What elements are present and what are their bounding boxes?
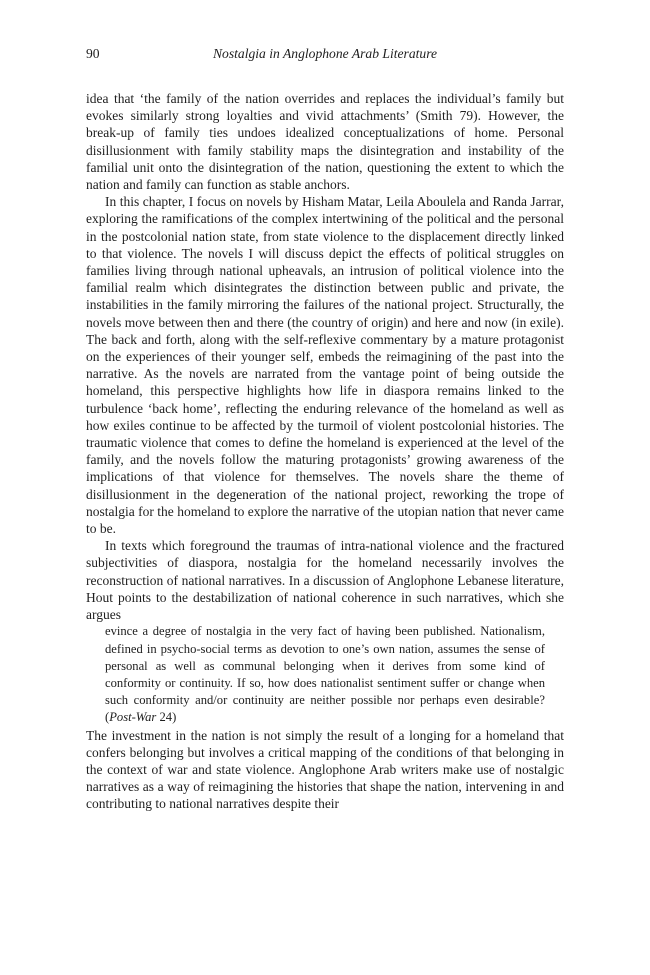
paragraph-2: In this chapter, I focus on novels by Hisham Matar, Leila Aboulela and Randa Jarrar, exploring the ramifications of the complex intertwining of the political and the personal in the postcolonial nation state, from state violence to the displacement directly linked to that violence. The novels I will discuss depict the effects of political struggles on families living through national upheavals, an intrusion of political violence into the familial realm which disintegrates the distinction between public and private, the instabilities in the family mirroring the failures of the national project. Structurally, the novels move between then and there (the country of origin) and here and now (in exile). The back and forth, along with the self-reflexive commentary by a mature protagonist on the experiences of their younger self, embeds the reimagining of the past into the narrative. As the novels are narrated from the vantage point of being outside the homeland, this perspective highlights how life in diaspora remains linked to the turbulence ‘back home’, reflecting the enduring relevance of the homeland as well as how exiles continue to be affected by the turmoil of violent postcolonial histories. The traumatic violence that comes to define the homeland is experienced at the level of the family, and the novels follow the maturing protagonists’ growing awareness of the implications of that violence for themselves. The novels share the theme of disillusionment in the degeneration of the national project, reworking the trope of nostalgia for the homeland to explore the narrative of the utopian nation that never came to be. — [86, 194, 564, 537]
quote-citation-title: Post-War — [109, 710, 157, 725]
paragraph-3: In texts which foreground the traumas of intra-national violence and the fractured subjectivities of diaspora, nostalgia for the homeland necessarily involves the reconstruction of national narratives. In a discussion of Anglophone Lebanese literature, Hout points to the destabilization of national coherence in such narratives, which she argues — [86, 538, 564, 623]
quote-citation-page: 24) — [156, 710, 177, 725]
page-number: 90 — [86, 46, 100, 61]
paragraph-4: The investment in the nation is not simply the result of a longing for a homeland that confers belonging but involves a critical mapping of the conditions of that belonging in the context of war and state violence. Anglophone Arab writers make use of nostalgic narratives as a way of reimagining the histories that shape the nation, intervening in and contributing to national narratives despite their — [86, 727, 564, 812]
paragraph-1: idea that ‘the family of the nation overrides and replaces the individual’s family but evokes similarly strong loyalties and vivid attachments’ (Smith 79). However, the break-up of family ties undoes idealized conceptualizations of home. Personal disillusionment with family stability maps the disintegration and instability of the familial unit onto the disintegration of the nation, questioning the extent to which the nation and family can function as stable anchors. — [86, 91, 564, 193]
running-head — [86, 44, 564, 64]
running-title: Nostalgia in Anglophone Arab Literature — [212, 46, 438, 61]
quote-text: evince a degree of nostalgia in the very fact of having been published. Nationalism, defined in psycho-social terms as devotion to one’s own nation, assumes the sense of personal as well as communal belonging when it derives from some kind of conformity or continuity. If so, how does nationalist sentiment suffer or change when such conformity and/or continuity are neither possible nor perhaps even desirable? ( — [105, 624, 545, 725]
block-quote — [86, 623, 564, 726]
body-text — [86, 90, 564, 813]
